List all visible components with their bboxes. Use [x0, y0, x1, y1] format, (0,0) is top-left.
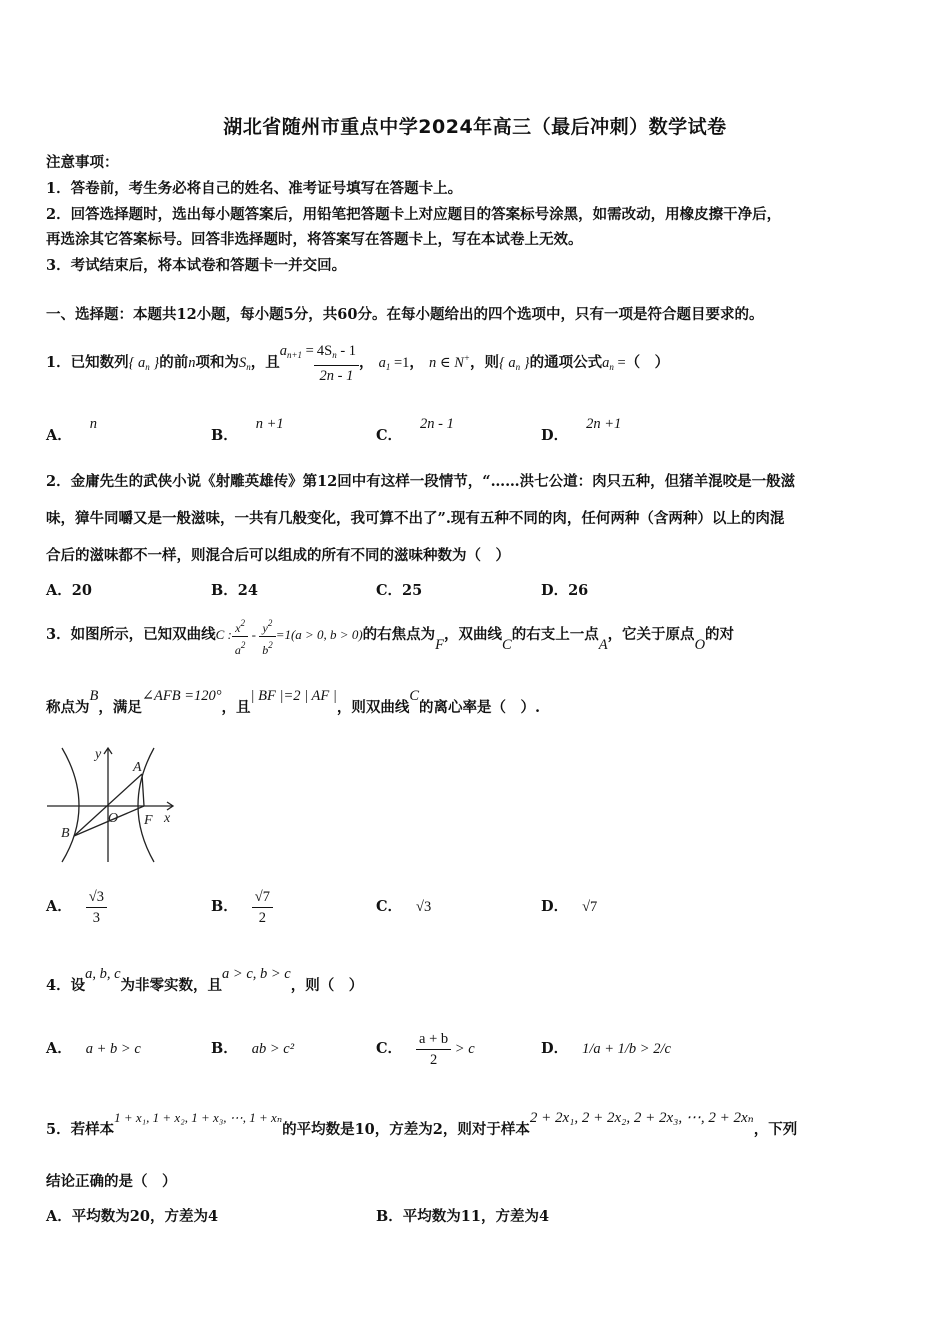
notice-item: 再选涂其它答案标号。回答非选择题时，将答案写在答题卡上，写在本试卷上无效。 [46, 231, 583, 248]
segment-AF [142, 774, 144, 806]
q1-text: ，且 [250, 354, 280, 371]
label-x: x [164, 811, 171, 826]
q3-C: C [409, 688, 419, 704]
q1-option-d[interactable]: D．2n +1 [541, 416, 622, 444]
q3-option-d[interactable]: D． √7 [541, 898, 598, 915]
q3-text: 的离心率是（ ）. [419, 699, 541, 716]
q5-sample-2: 2 + 2x₁, 2 + 2x₂, 2 + 2x₃, ⋯, 2 + 2xₙ [529, 1110, 754, 1126]
q1-text: 项和为 [195, 354, 239, 371]
section-heading: 一、选择题：本题共12小题，每小题5分，共60分。在每小题给出的四个选项中，只有一项是符合题目要求的。 [46, 306, 764, 323]
q1-text: 1．已知数列 [46, 354, 129, 371]
q5-text: 的平均数是10，方差为2，则对于样本 [282, 1121, 530, 1138]
q3-option-a[interactable]: A． $\frac{√3}{3}$ [46, 880, 107, 934]
q3-C: C [502, 637, 512, 653]
q3-text: 的右支上一点 [511, 626, 599, 643]
q5-option-a[interactable]: A．平均数为20，方差为4 [46, 1208, 219, 1225]
q1-S: $S_n$ [238, 355, 251, 372]
q3-text: ，则双曲线 [336, 699, 410, 716]
q1-an: $a_n$ = [602, 355, 626, 372]
q1-text: ，则 [469, 354, 499, 371]
q3-O: O [694, 637, 706, 653]
q3-condition: | BF |=2 | AF | [250, 688, 337, 704]
q3-F: F [435, 637, 445, 653]
q4-condition: a > c, b > c [222, 966, 291, 982]
q3-text: ，双曲线 [444, 626, 503, 643]
label-y: y [95, 747, 102, 762]
q3-text: ，满足 [98, 699, 142, 716]
page-title: 湖北省随州市重点中学2024年高三（最后冲刺）数学试卷 [223, 116, 727, 138]
q3-option-c[interactable]: C． √3 [376, 898, 432, 915]
q3-text: 称点为 [46, 699, 90, 716]
q4-text: ，则（ ） [290, 977, 364, 994]
notice-heading: 注意事项： [46, 154, 119, 171]
label-A: A [133, 760, 142, 775]
q5-text: 5．若样本 [46, 1121, 115, 1138]
q3-B: B [89, 688, 99, 704]
notice-item: 1．答卷前，考生务必将自己的姓名、准考证号填写在答题卡上。 [46, 180, 463, 197]
q2-option-c[interactable]: C．25 [376, 582, 423, 599]
q3-text: 的对 [705, 626, 735, 643]
q2-option-d[interactable]: D．26 [541, 582, 589, 599]
q1-recurrence-lhs: $a_{n+1}$ = [279, 343, 314, 360]
q5-option-b[interactable]: B．平均数为11，方差为4 [376, 1208, 550, 1225]
q1-option-a[interactable]: A．n [46, 416, 98, 444]
label-F: F [144, 813, 153, 828]
q1-recurrence-fraction: $\frac{4S_n - 1}{2n - 1}$ [314, 341, 359, 386]
hyperbola-left-branch [62, 748, 79, 862]
q1-text: ， [359, 354, 374, 371]
q4-vars: a, b, c [85, 966, 121, 982]
q5-sample-1: 1 + x₁, 1 + x₂, 1 + x₃, ⋯, 1 + xₙ [114, 1110, 283, 1125]
q1-text: 的前 [159, 354, 189, 371]
notice-item: 3．考试结束后，将本试卷和答题卡一并交回。 [46, 257, 347, 274]
question-3-stem [46, 690, 540, 726]
label-O: O [108, 811, 119, 826]
q4-option-d[interactable]: D． 1/a + 1/b > 2/c [541, 1040, 671, 1057]
q4-option-b[interactable]: B． ab > c² [211, 1040, 295, 1057]
label-B: B [61, 826, 70, 841]
q3-angle: ∠AFB =120° [141, 688, 222, 704]
q3-text: ，它关于原点 [607, 626, 695, 643]
question-5-stem [46, 1112, 797, 1148]
q1-option-c[interactable]: C．2n - 1 [376, 416, 454, 444]
q1-text: ， [409, 354, 424, 371]
notice-item: 2．回答选择题时，选出每小题答案后，用铅笔把答题卡上对应题目的答案标号涂黑，如需改动，用橡皮擦干净后， [46, 206, 782, 223]
question-3-stem [46, 612, 734, 658]
q3-hyperbola: C : $\frac{x^2}{a^2}$ - $\frac{y^2}{b^2}$ =1(a > 0, b > 0) [216, 627, 363, 642]
q3-option-b[interactable]: B． $\frac{√7}{2}$ [211, 880, 273, 934]
q1-seq: { $a_n$ } [128, 355, 160, 372]
q3-A: A [598, 637, 608, 653]
q3-text: 的右焦点为 [362, 626, 436, 643]
q1-n: n [188, 355, 196, 371]
question-1-stem [46, 336, 670, 384]
q2-option-b[interactable]: B．24 [211, 582, 258, 599]
q1-a1: $a_1 =1$ [378, 355, 410, 372]
q3-text: 3．如图所示，已知双曲线 [46, 626, 216, 643]
q3-text: ，且 [221, 699, 251, 716]
q4-option-c[interactable]: C． $\frac{a + b}{2}$ > c [376, 1030, 475, 1068]
q1-text: 的通项公式 [529, 354, 603, 371]
q5-text: ，下列 [753, 1121, 798, 1138]
q2-option-a[interactable]: A．20 [46, 582, 92, 599]
question-2-stem: 味，獐牛同嚼又是一般滋味，一共有几般变化，我可算不出了”.现有五种不同的肉，任何两种（含两种）以上的肉混 [46, 510, 785, 527]
q4-text: 4．设 [46, 977, 86, 994]
question-2-stem: 2．金庸先生的武侠小说《射雕英雄传》第12回中有这样一段情节，“……洪七公道：肉只五种，但猪羊混咬是一般滋 [46, 473, 796, 490]
question-2-stem: 合后的滋味都不一样，则混合后可以组成的所有不同的滋味种数为（ ） [46, 547, 510, 564]
q1-seq: { $a_n$ } [498, 355, 530, 372]
question-4-stem [46, 968, 363, 1004]
q1-option-b[interactable]: B．n +1 [211, 416, 284, 444]
q4-option-a[interactable]: A． a + b > c [46, 1040, 141, 1057]
q4-text: 为非零实数，且 [120, 977, 223, 994]
q1-domain: n ∈ N+ [428, 353, 470, 371]
hyperbola-figure [44, 742, 184, 866]
q1-text: （ ） [625, 354, 670, 371]
question-5-stem: 结论正确的是（ ） [46, 1173, 177, 1190]
